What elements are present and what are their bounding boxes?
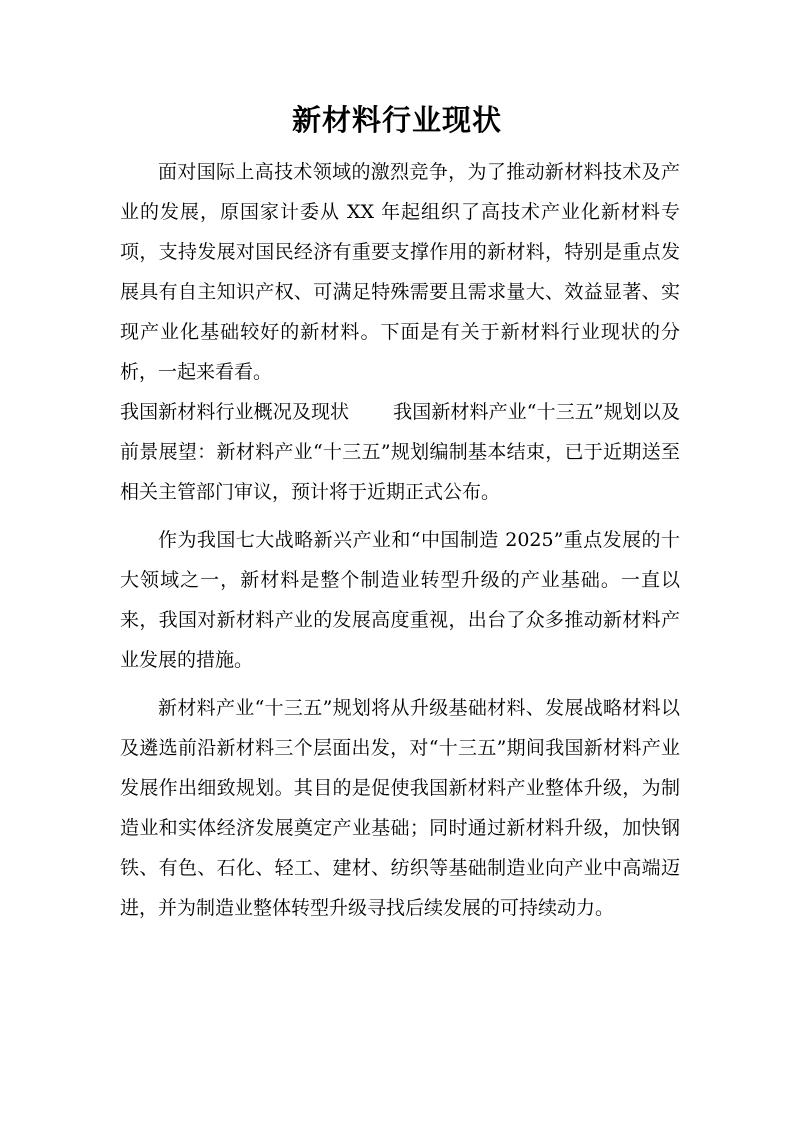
section-text: 我国新材料产业“十三五”规划以及前景展望：新材料产业“十三五”规划编制基本结束，已于近期送至相关主管部门审议，预计将于近期正式公布。: [120, 401, 680, 503]
paragraph-intro: 面对国际上高技术领域的激烈竞争，为了推动新材料技术及产业的发展，原国家计委从 XX 年起组织了高技术产业化新材料专项，支持发展对国民经济有重要支撑作用的新材料，特别是重点发展具有自主知识产权、可满足特殊需要且需求量大、效益显著、实现产业化基础较好的新材料。下面是有关于新材料行业现状的分析，一起来看看。: [120, 161, 680, 383]
paragraph-strategic: 作为我国七大战略新兴产业和“中国制造 2025”重点发展的十大领域之一，新材料是整个制造业转型升级的产业基础。一直以来，我国对新材料产业的发展高度重视，出台了众多推动新材料产业发展的措施。: [120, 529, 680, 671]
document-body: [120, 152, 680, 928]
paragraph-section: [120, 392, 680, 512]
document-title: 新材料行业现状: [291, 103, 502, 137]
paragraph-plan: 新材料产业“十三五”规划将从升级基础材料、发展战略材料以及遴选前沿新材料三个层面出发，对“十三五”期间我国新材料产业发展作出细致规划。其目的是促使我国新材料产业整体升级，为制造业和实体经济发展奠定产业基础；同时通过新材料升级，加快钢铁、有色、石化、轻工、建材、纺织等基础制造业向产业中高端迈进，并为制造业整体转型升级寻找后续发展的可持续动力。: [120, 697, 680, 919]
section-heading: 我国新材料行业概况及现状: [120, 401, 350, 423]
